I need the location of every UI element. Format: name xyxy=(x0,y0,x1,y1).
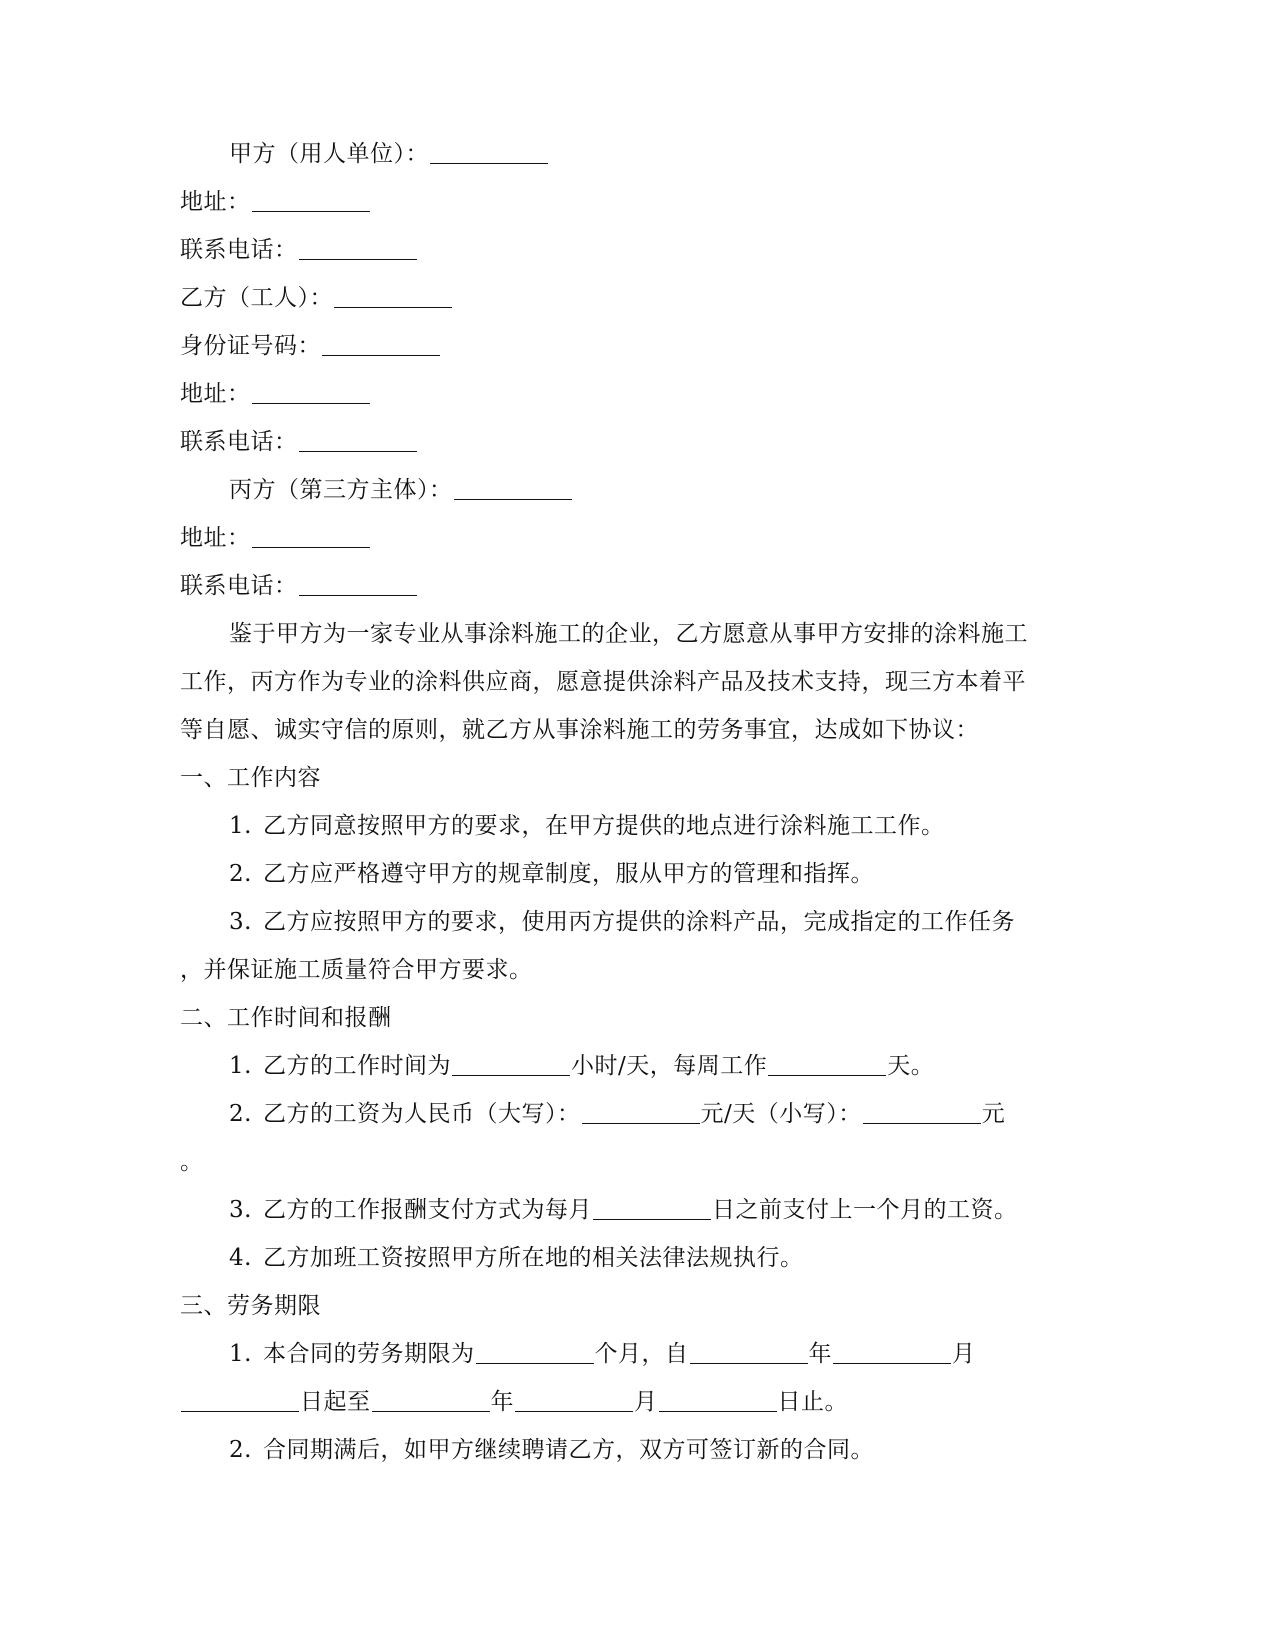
item-text: 乙方应严格遵守甲方的规章制度，服从甲方的管理和指挥。 xyxy=(263,861,874,887)
party-b-id-blank[interactable] xyxy=(322,354,440,356)
preamble-line-3: 等自愿、诚实守信的原则，就乙方从事涂料施工的劳务事宜，达成如下协议： xyxy=(180,717,979,743)
item-text: 乙方应按照甲方的要求，使用丙方提供的涂料产品，完成指定的工作任务 xyxy=(263,909,1015,935)
item-number: 2. xyxy=(229,1101,252,1127)
start-month-blank[interactable] xyxy=(833,1362,951,1364)
end-day-blank[interactable] xyxy=(659,1410,777,1412)
pay-day-blank[interactable] xyxy=(593,1218,711,1220)
party-b-phone-blank[interactable] xyxy=(299,450,417,452)
section-3-heading: 三、劳务期限 xyxy=(180,1293,321,1319)
party-b-line xyxy=(180,274,1080,322)
party-b-address-line xyxy=(180,370,1080,418)
party-a-address-line xyxy=(180,178,1080,226)
section-2-item-3 xyxy=(180,1186,1080,1234)
item-number: 3. xyxy=(229,909,252,935)
party-b-id-label: 身份证号码： xyxy=(180,333,321,359)
item-text: 乙方的工作时间为 xyxy=(263,1053,451,1079)
contract-page xyxy=(180,130,1080,1474)
party-a-phone-blank[interactable] xyxy=(299,258,417,260)
party-c-address-blank[interactable] xyxy=(252,546,370,548)
section-3-item-1 xyxy=(180,1330,1080,1378)
section-2-heading: 二、工作时间和报酬 xyxy=(180,1005,392,1031)
item-number: 1. xyxy=(229,813,252,839)
section-1-item-3-cont: ，并保证施工质量符合甲方要求。 xyxy=(180,957,533,983)
item-text: 年 xyxy=(490,1389,514,1415)
wage-uppercase-blank[interactable] xyxy=(582,1122,700,1124)
start-day-blank[interactable] xyxy=(181,1410,299,1412)
party-b-label: 乙方（工人）： xyxy=(180,285,333,311)
party-c-label: 丙方（第三方主体）： xyxy=(229,477,453,503)
preamble-line-1: 鉴于甲方为一家专业从事涂料施工的企业，乙方愿意从事甲方安排的涂料施工 xyxy=(229,621,1028,647)
item-text: 个月，自 xyxy=(594,1341,689,1367)
preamble-line-2: 工作，丙方作为专业的涂料供应商，愿意提供涂料产品及技术支持，现三方本着平 xyxy=(180,669,1026,695)
party-b-phone-line xyxy=(180,418,1080,466)
party-b-address-label: 地址： xyxy=(180,381,251,407)
section-3-item-1-cont xyxy=(180,1378,1080,1426)
item-text: 日止。 xyxy=(777,1389,848,1415)
item-number: 1. xyxy=(229,1341,252,1367)
party-b-blank[interactable] xyxy=(334,306,452,308)
party-c-address-line xyxy=(180,514,1080,562)
item-text: 乙方加班工资按照甲方所在地的相关法律法规执行。 xyxy=(263,1245,804,1271)
party-c-phone-label: 联系电话： xyxy=(180,573,298,599)
party-a-phone-line xyxy=(180,226,1080,274)
end-year-blank[interactable] xyxy=(372,1410,490,1412)
item-number: 2. xyxy=(229,861,252,887)
party-b-phone-label: 联系电话： xyxy=(180,429,298,455)
item-number: 3. xyxy=(229,1197,252,1223)
party-c-blank[interactable] xyxy=(454,498,572,500)
item-text: 乙方的工资为人民币（大写）： xyxy=(263,1101,581,1127)
party-c-phone-blank[interactable] xyxy=(299,594,417,596)
item-text: 合同期满后，如甲方继续聘请乙方，双方可签订新的合同。 xyxy=(263,1437,874,1463)
section-1-item-2 xyxy=(180,850,1080,898)
section-1-item-3 xyxy=(180,898,1080,946)
section-2-item-1 xyxy=(180,1042,1080,1090)
wage-lowercase-blank[interactable] xyxy=(863,1122,981,1124)
item-text: 天。 xyxy=(887,1053,935,1079)
item-text: 乙方的工作报酬支付方式为每月 xyxy=(263,1197,592,1223)
section-3-item-2 xyxy=(180,1426,1080,1474)
end-month-blank[interactable] xyxy=(515,1410,633,1412)
hours-per-day-blank[interactable] xyxy=(452,1074,570,1076)
item-text: 日起至 xyxy=(300,1389,371,1415)
party-a-line xyxy=(180,130,1080,178)
item-text: 乙方同意按照甲方的要求，在甲方提供的地点进行涂料施工工作。 xyxy=(263,813,945,839)
party-b-address-blank[interactable] xyxy=(252,402,370,404)
item-text: 年 xyxy=(808,1341,832,1367)
party-a-blank[interactable] xyxy=(430,162,548,164)
party-a-label: 甲方（用人单位）： xyxy=(229,141,429,167)
section-2-item-2-cont: 。 xyxy=(180,1149,204,1175)
party-c-line xyxy=(180,466,1080,514)
section-2-item-4 xyxy=(180,1234,1080,1282)
item-text: 元 xyxy=(981,1101,1006,1127)
item-text: 日之前支付上一个月的工资。 xyxy=(712,1197,1018,1223)
party-c-address-label: 地址： xyxy=(180,525,251,551)
party-a-address-blank[interactable] xyxy=(252,210,370,212)
party-b-id-line xyxy=(180,322,1080,370)
term-months-blank[interactable] xyxy=(476,1362,594,1364)
section-2-item-2 xyxy=(180,1090,1080,1138)
item-text: 月 xyxy=(634,1389,658,1415)
section-1-item-1 xyxy=(180,802,1080,850)
item-number: 1. xyxy=(229,1053,252,1079)
item-text: 月 xyxy=(952,1341,976,1367)
item-number: 4. xyxy=(229,1245,252,1271)
item-text: 本合同的劳务期限为 xyxy=(263,1341,475,1367)
start-year-blank[interactable] xyxy=(690,1362,808,1364)
party-c-phone-line xyxy=(180,562,1080,610)
days-per-week-blank[interactable] xyxy=(768,1074,886,1076)
party-a-address-label: 地址： xyxy=(180,189,251,215)
item-number: 2. xyxy=(229,1437,252,1463)
item-text: 小时/天，每周工作 xyxy=(571,1053,768,1079)
section-1-heading: 一、工作内容 xyxy=(180,765,321,791)
party-a-phone-label: 联系电话： xyxy=(180,237,298,263)
item-text: 元/天（小写）： xyxy=(700,1101,862,1127)
